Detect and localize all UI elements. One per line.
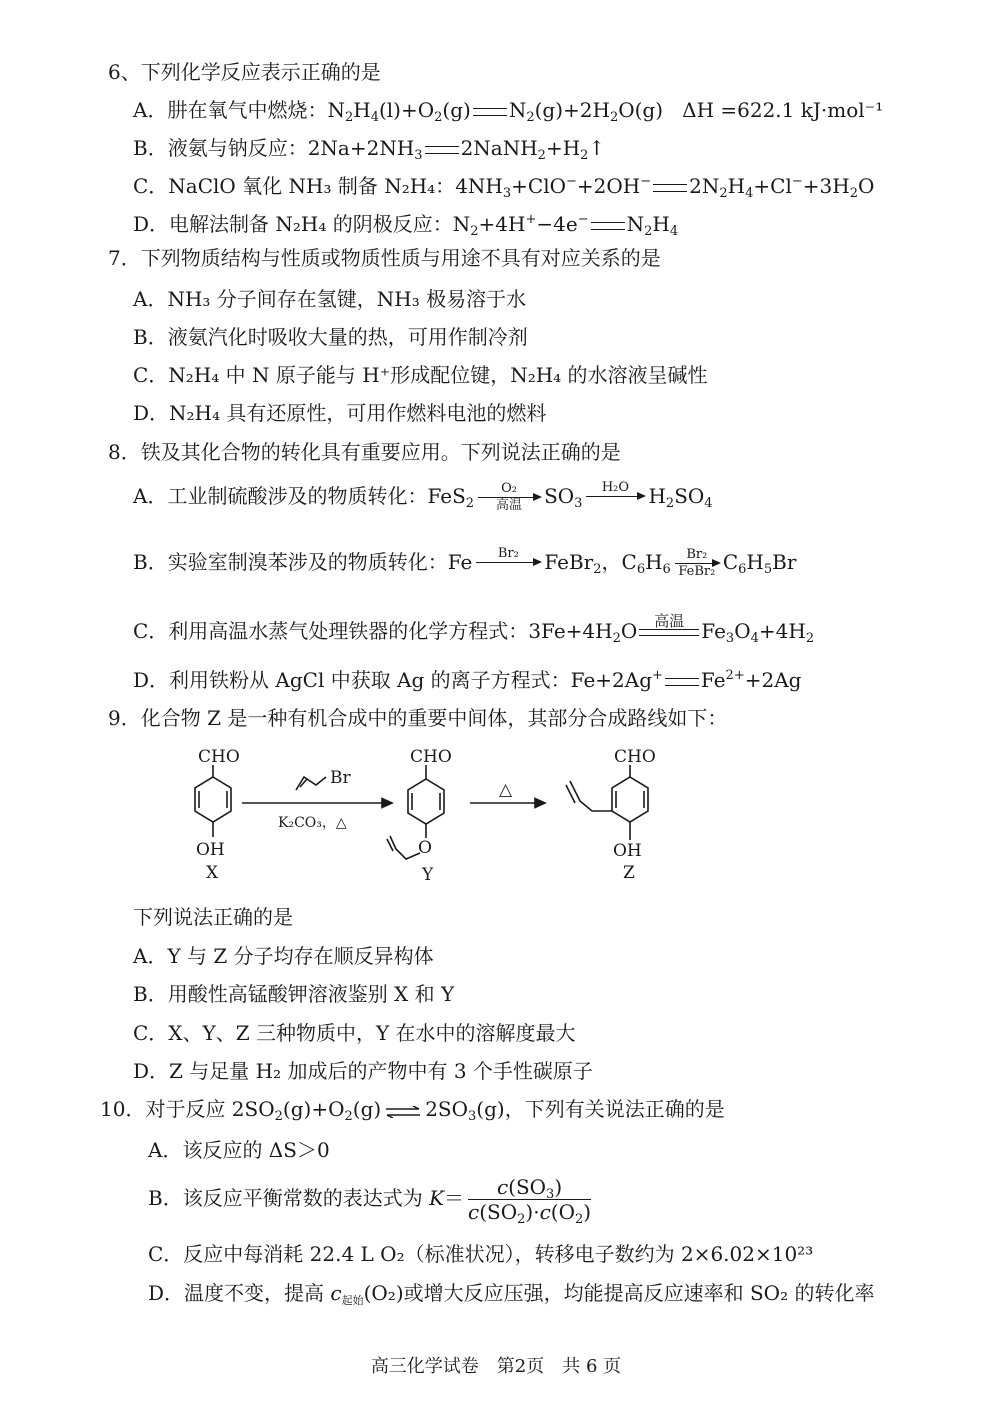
q9-option-c: C．X、Y、Z 三种物质中，Y 在水中的溶解度最大 (133, 1021, 576, 1045)
q8-b-arrow2: Br₂ FeBr₂ (675, 548, 719, 579)
q6-option-b: B．液氨与钠反应：$2Na+2NH_3$ $2NaNH_2+H_2↑$ (133, 136, 606, 163)
z-oh-label: OH (613, 841, 642, 861)
q10-b-prefix: B．该反应平衡常数的表达式为 (148, 1186, 430, 1210)
q8-d-prefix: D．利用铁粉从 AgCl 中获取 Ag 的离子方程式： (133, 668, 571, 692)
q10-stem: 10．对于反应 $2SO_2(g)+O_2(g)$ $2SO_3(g)$，下列有关说法正确的是 (100, 1097, 725, 1124)
q8-a-prefix: A．工业制硫酸涉及的物质转化： (133, 484, 428, 508)
q9-option-d: D．Z 与足量 H₂ 加成后的产物中有 3 个手性碳原子 (133, 1059, 593, 1083)
q7-option-b: B．液氨汽化时吸收大量的热，可用作制冷剂 (133, 325, 528, 349)
q8-option-a: A．工业制硫酸涉及的物质转化：FeS$_2$ O₂ 高温 $SO_3$ H₂O $H_2SO_4$ (133, 480, 713, 513)
q6-d-prefix: D．电解法制备 N₂H₄ 的阴极反应： (133, 212, 453, 236)
q9-option-a: A．Y 与 Z 分子均存在顺反异构体 (133, 944, 434, 968)
q6-option-c: C．NaClO 氧化 NH₃ 制备 N₂H₄：$4NH_3+ClO^-+2OH^-$ $2N_2H_4+Cl^-+3H_2O$ (133, 174, 875, 201)
x-oh-label: OH (196, 840, 225, 860)
q6-a-dh: ΔH =622.1 kJ·mol⁻¹ (682, 98, 884, 122)
q9-stem: 9．化合物 Z 是一种有机合成中的重要中间体，其部分合成路线如下： (108, 706, 728, 730)
q7-option-d: D．N₂H₄ 具有还原性，可用作燃料电池的燃料 (133, 401, 547, 425)
q6-b-prefix: B．液氨与钠反应： (133, 136, 308, 160)
q6-a-prefix: A．肼在氧气中燃烧： (133, 98, 328, 122)
equilibrium-arrow (385, 1097, 421, 1125)
q10-option-b: B．该反应平衡常数的表达式为 K＝ $\frac{c(SO_3)}{c(SO_2)\cdot c(O_2)}$ (148, 1175, 592, 1227)
q6-stem: 6、下列化学反应表示正确的是 (108, 60, 381, 84)
x-label: X (206, 863, 219, 883)
reagent-label: K₂CO₃，△ (278, 815, 347, 831)
q8-c-condition: 高温 (639, 613, 699, 636)
y-label: Y (422, 865, 434, 885)
q10-stem-suffix: ，下列有关说法正确的是 (504, 1097, 725, 1121)
q8-b-prefix: B．实验室制溴苯涉及的物质转化： (133, 550, 448, 574)
q6-c-prefix: C．NaClO 氧化 NH₃ 制备 N₂H₄： (133, 174, 456, 198)
q8-c-prefix: C．利用高温水蒸气处理铁器的化学方程式： (133, 619, 529, 643)
q9-synthesis-scheme (170, 745, 690, 885)
z-label: Z (623, 863, 635, 883)
y-cho-label: CHO (410, 747, 452, 767)
equilibrium-constant-fraction: $\frac{c(SO_3)}{c(SO_2)\cdot c(O_2)}$ (468, 1175, 592, 1227)
q7-stem: 7．下列物质结构与性质或物质性质与用途不具有对应关系的是 (108, 246, 661, 270)
q9-intro: 下列说法正确的是 (133, 905, 293, 929)
q8-a-arrow2: H₂O (586, 481, 644, 498)
x-cho-label: CHO (198, 747, 240, 767)
q6-option-a: A．肼在氧气中燃烧：$N_2H_4(l)+O_2(g)$ $N_2(g)+2H_2O(g)$ ΔH =622.1 kJ·mol⁻¹ (133, 98, 884, 125)
q10-option-c: C．反应中每消耗 22.4 L O₂（标准状况），转移电子数约为 2×6.02×10²³ (148, 1242, 814, 1266)
q10-d-suffix: (O₂)或增大反应压强，均能提高反应速率和 SO₂ 的转化率 (363, 1281, 875, 1305)
q10-d-prefix: D．温度不变，提高 (148, 1281, 331, 1305)
q9-option-b: B．用酸性高锰酸钾溶液鉴别 X 和 Y (133, 982, 455, 1006)
q6-option-d: D．电解法制备 N₂H₄ 的阴极反应：$N_2+4H^+-4e^-$ $N_2H_4$ (133, 212, 679, 239)
q8-b-arrow1: Br₂ (476, 547, 540, 564)
z-cho-label: CHO (614, 747, 656, 767)
q7-option-a: A．NH₃ 分子间存在氢键，NH₃ 极易溶于水 (133, 287, 527, 311)
page-footer: 高三化学试卷 第2页 共 6 页 (370, 1356, 622, 1377)
q10-d-subscript: 起始 (341, 1294, 364, 1307)
y-o-label: O (418, 838, 432, 858)
q10-stem-prefix: 10．对于反应 (100, 1097, 226, 1121)
q8-stem: 8．铁及其化合物的转化具有重要应用。下列说法正确的是 (108, 440, 621, 464)
q10-option-d: D．温度不变，提高 $c_{起始}(O_2)$或增大反应压强，均能提高反应速率和 SO₂ 的转化率 (148, 1281, 875, 1307)
q8-a-arrow1: O₂ 高温 (478, 482, 540, 513)
allyl-bromide-br-label: Br (330, 768, 351, 788)
q8-option-d: D．利用铁粉从 AgCl 中获取 Ag 的离子方程式：Fe+2Ag+ $Fe^{2+}+2Ag$ (133, 668, 802, 692)
q8-option-b: B．实验室制溴苯涉及的物质转化：Fe Br₂ FeBr$_2$，$C_6H_6$ Br₂ FeBr₂ $C_6H_5Br$ (133, 546, 797, 579)
q8-option-c: C．利用高温水蒸气处理铁器的化学方程式：$3Fe+4H_2O$ 高温 $Fe_3O_4+4H_2$ (133, 612, 815, 646)
heat-label: △ (499, 780, 513, 800)
q10-option-a: A．该反应的 ΔS＞0 (148, 1138, 330, 1162)
q7-option-c: C．N₂H₄ 中 N 原子能与 H⁺形成配位键，N₂H₄ 的水溶液呈碱性 (133, 363, 708, 387)
